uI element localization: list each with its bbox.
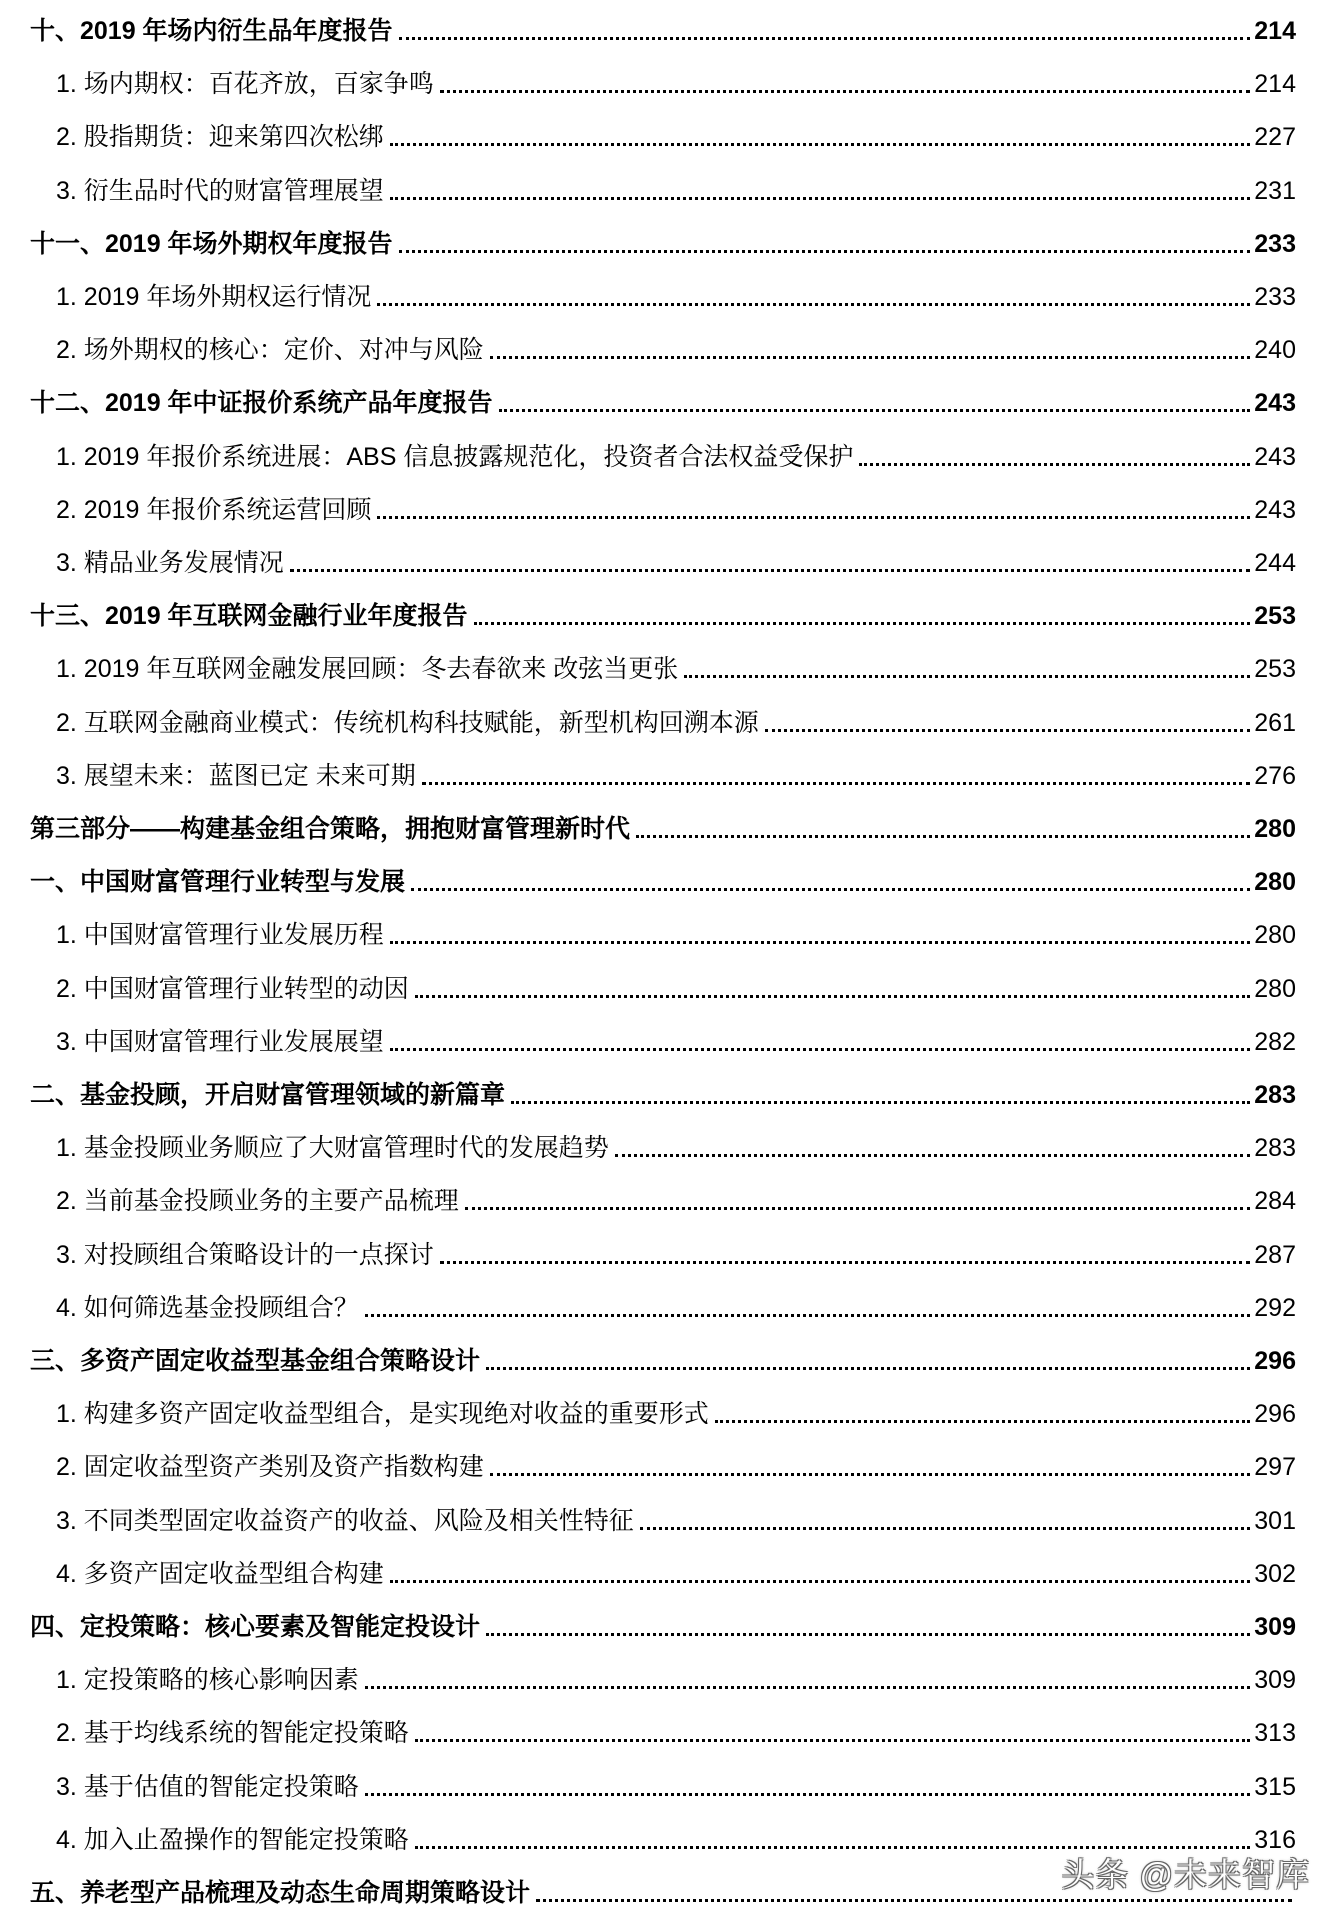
toc-entry-title: 2. 基于均线系统的智能定投策略 xyxy=(56,1719,409,1748)
toc-entry-page: 280 xyxy=(1254,868,1296,897)
toc-entry-title: 2. 场外期权的核心：定价、对冲与风险 xyxy=(56,336,484,365)
dot-leader xyxy=(377,303,1250,306)
dot-leader xyxy=(390,197,1250,200)
toc-entry-title: 一、中国财富管理行业转型与发展 xyxy=(30,868,406,897)
toc-entry-page: 296 xyxy=(1254,1347,1296,1375)
toc-subsection-entry[interactable] xyxy=(0,964,1296,1004)
toc-subsection-entry[interactable] xyxy=(0,1655,1296,1695)
toc-entry-page: 280 xyxy=(1254,921,1296,950)
toc-subsection-entry[interactable] xyxy=(0,910,1296,950)
toc-entry-page: 316 xyxy=(1254,1825,1296,1854)
toc-section-entry[interactable] xyxy=(0,6,1296,46)
toc-entry-title: 3. 基于估值的智能定投策略 xyxy=(56,1772,359,1801)
toc-entry-page: 240 xyxy=(1254,336,1296,365)
toc-entry-title: 1. 2019 年场外期权运行情况 xyxy=(56,283,372,311)
toc-entry-title: 四、定投策略：核心要素及智能定投设计 xyxy=(30,1613,481,1641)
toc-entry-page: 284 xyxy=(1254,1187,1296,1216)
toc-section-entry[interactable] xyxy=(0,804,1296,844)
toc-entry-title: 五、养老型产品梳理及动态生命周期策略设计 xyxy=(30,1879,531,1907)
toc-subsection-entry[interactable] xyxy=(0,1442,1296,1482)
toc-entry-page: 287 xyxy=(1254,1240,1296,1269)
toc-section-entry[interactable] xyxy=(0,1070,1296,1110)
toc-entry-title: 1. 构建多资产固定收益型组合，是实现绝对收益的重要形式 xyxy=(56,1400,709,1429)
dot-leader xyxy=(615,1154,1250,1157)
toc-entry-title: 3. 对投顾组合策略设计的一点探讨 xyxy=(56,1240,434,1269)
toc-entry-title: 2. 互联网金融商业模式：传统机构科技赋能，新型机构回溯本源 xyxy=(56,708,759,737)
toc-entry-page: 315 xyxy=(1254,1772,1296,1801)
toc-entry-title: 4. 加入止盈操作的智能定投策略 xyxy=(56,1825,409,1854)
dot-leader xyxy=(365,1314,1250,1317)
toc-entry-page: 253 xyxy=(1254,655,1296,684)
toc-entry-title: 十、2019 年场内衍生品年度报告 xyxy=(30,17,393,45)
toc-subsection-entry[interactable] xyxy=(0,432,1296,472)
toc-subsection-entry[interactable] xyxy=(0,1283,1296,1323)
toc-entry-title: 2. 2019 年报价系统运营回顾 xyxy=(56,495,372,524)
toc-entry-page: 283 xyxy=(1254,1134,1296,1163)
toc-entry-page: 244 xyxy=(1254,549,1296,577)
toc-subsection-entry[interactable] xyxy=(0,59,1296,99)
toc-entry-page: 280 xyxy=(1254,815,1296,843)
toc-entry-page: 233 xyxy=(1254,229,1296,258)
toc-entry-title: 十一、2019 年场外期权年度报告 xyxy=(30,229,393,258)
dot-leader xyxy=(511,1101,1250,1104)
toc-entry-title: 第三部分——构建基金组合策略，拥抱财富管理新时代 xyxy=(30,815,631,843)
dot-leader xyxy=(465,1207,1250,1210)
toc-entry-title: 1. 基金投顾业务顺应了大财富管理时代的发展趋势 xyxy=(56,1134,609,1163)
dot-leader xyxy=(440,1261,1250,1264)
dot-leader xyxy=(486,1367,1250,1370)
toc-entry-title: 2. 当前基金投顾业务的主要产品梳理 xyxy=(56,1187,459,1216)
dot-leader xyxy=(499,409,1251,412)
dot-leader xyxy=(636,835,1250,838)
toc-section-entry[interactable] xyxy=(0,857,1296,897)
toc-entry-page: 243 xyxy=(1254,442,1296,471)
dot-leader xyxy=(715,1420,1250,1423)
toc-entry-page: 261 xyxy=(1254,708,1296,737)
toc-entry-page: 243 xyxy=(1254,495,1296,524)
toc-section-entry[interactable] xyxy=(0,378,1296,418)
dot-leader xyxy=(365,1686,1250,1689)
toc-section-entry[interactable] xyxy=(0,1602,1296,1642)
toc-entry-page: 231 xyxy=(1254,176,1296,205)
toc-entry-title: 2. 中国财富管理行业转型的动因 xyxy=(56,974,409,1003)
dot-leader xyxy=(377,516,1250,519)
toc-entry-title: 1. 定投策略的核心影响因素 xyxy=(56,1666,359,1695)
dot-leader xyxy=(490,1473,1250,1476)
toc-subsection-entry[interactable] xyxy=(0,272,1296,312)
toc-subsection-entry[interactable] xyxy=(0,1389,1296,1429)
toc-entry-title: 3. 中国财富管理行业发展展望 xyxy=(56,1027,384,1056)
dot-leader xyxy=(422,782,1251,785)
toc-entry-title: 4. 如何筛选基金投顾组合？ xyxy=(56,1293,359,1322)
toc-entry-page: 227 xyxy=(1254,123,1296,152)
toc-subsection-entry[interactable] xyxy=(0,538,1296,578)
dot-leader xyxy=(536,1899,1292,1902)
toc-subsection-entry[interactable] xyxy=(0,1496,1296,1536)
toc-entry-title: 3. 展望未来：蓝图已定 未来可期 xyxy=(56,761,416,790)
toc-subsection-entry[interactable] xyxy=(0,325,1296,365)
dot-leader xyxy=(474,622,1251,625)
dot-leader xyxy=(415,1739,1250,1742)
toc-subsection-entry[interactable] xyxy=(0,1549,1296,1589)
toc-entry-page: 214 xyxy=(1254,70,1296,99)
dot-leader xyxy=(765,729,1250,732)
dot-leader xyxy=(640,1527,1250,1530)
toc-entry-page: 214 xyxy=(1254,17,1296,45)
toc-entry-page: 253 xyxy=(1254,602,1296,631)
dot-leader xyxy=(390,143,1250,146)
toc-entry-title: 1. 2019 年报价系统进展：ABS 信息披露规范化，投资者合法权益受保护 xyxy=(56,442,854,471)
toc-section-entry[interactable] xyxy=(0,219,1296,259)
toc-entry-title: 十二、2019 年中证报价系统产品年度报告 xyxy=(30,389,493,418)
toc-entry-title: 三、多资产固定收益型基金组合策略设计 xyxy=(30,1347,481,1375)
toc-subsection-entry[interactable] xyxy=(0,112,1296,152)
dot-leader xyxy=(399,250,1251,253)
dot-leader xyxy=(390,941,1250,944)
toc-entry-page: 302 xyxy=(1254,1559,1296,1588)
toc-entry-page: 296 xyxy=(1254,1400,1296,1429)
toc-entry-title: 4. 多资产固定收益型组合构建 xyxy=(56,1559,384,1588)
dot-leader xyxy=(399,37,1251,40)
toc-entry-title: 1. 中国财富管理行业发展历程 xyxy=(56,921,384,950)
dot-leader xyxy=(415,995,1250,998)
toc-entry-title: 3. 精品业务发展情况 xyxy=(56,549,284,577)
toc-entry-title: 3. 不同类型固定收益资产的收益、风险及相关性特征 xyxy=(56,1506,634,1535)
dot-leader xyxy=(486,1633,1250,1636)
toc-subsection-entry[interactable] xyxy=(0,751,1296,791)
toc-entry-title: 1. 2019 年互联网金融发展回顾：冬去春欲来 改弦当更张 xyxy=(56,655,679,684)
toc-subsection-entry[interactable] xyxy=(0,644,1296,684)
toc-entry-page: 282 xyxy=(1254,1027,1296,1056)
toc-entry-page: 297 xyxy=(1254,1453,1296,1482)
toc-entry-page: 309 xyxy=(1254,1613,1296,1641)
dot-leader xyxy=(490,356,1250,359)
toc-entry-page: 313 xyxy=(1254,1719,1296,1748)
dot-leader xyxy=(290,569,1250,572)
toc-subsection-entry[interactable] xyxy=(0,166,1296,206)
dot-leader xyxy=(390,1048,1250,1051)
dot-leader xyxy=(684,675,1250,678)
toc-subsection-entry[interactable] xyxy=(0,1708,1296,1748)
toc-subsection-entry[interactable] xyxy=(0,1762,1296,1802)
toc-entry-page: 301 xyxy=(1254,1506,1296,1535)
toc-subsection-entry[interactable] xyxy=(0,485,1296,525)
toc-entry-title: 3. 衍生品时代的财富管理展望 xyxy=(56,176,384,205)
dot-leader xyxy=(859,463,1250,466)
dot-leader xyxy=(440,90,1250,93)
watermark: 头条 @未来智库 xyxy=(1061,1856,1310,1893)
toc-subsection-entry[interactable] xyxy=(0,1017,1296,1057)
toc-entry-page: 283 xyxy=(1254,1081,1296,1109)
toc-entry-page: 280 xyxy=(1254,974,1296,1003)
toc-section-entry[interactable] xyxy=(0,1336,1296,1376)
toc-entry-title: 十三、2019 年互联网金融行业年度报告 xyxy=(30,602,468,631)
toc-entry-title: 2. 固定收益型资产类别及资产指数构建 xyxy=(56,1453,484,1482)
toc-subsection-entry[interactable] xyxy=(0,1123,1296,1163)
toc-subsection-entry[interactable] xyxy=(0,1176,1296,1216)
dot-leader xyxy=(365,1793,1250,1796)
toc-entry-page: 233 xyxy=(1254,283,1296,311)
toc-subsection-entry[interactable] xyxy=(0,1230,1296,1270)
toc-entry-page: 292 xyxy=(1254,1293,1296,1322)
toc-subsection-entry[interactable] xyxy=(0,698,1296,738)
toc-entry-title: 1. 场内期权：百花齐放，百家争鸣 xyxy=(56,70,434,99)
dot-leader xyxy=(411,888,1250,891)
toc-entry-title: 二、基金投顾，开启财富管理领域的新篇章 xyxy=(30,1081,506,1109)
toc-entry-title: 2. 股指期货：迎来第四次松绑 xyxy=(56,123,384,152)
toc-entry-page: 276 xyxy=(1254,761,1296,790)
toc-entry-page: 309 xyxy=(1254,1666,1296,1695)
dot-leader xyxy=(390,1580,1250,1583)
toc-entry-page: 243 xyxy=(1254,389,1296,418)
toc-section-entry[interactable] xyxy=(0,591,1296,631)
